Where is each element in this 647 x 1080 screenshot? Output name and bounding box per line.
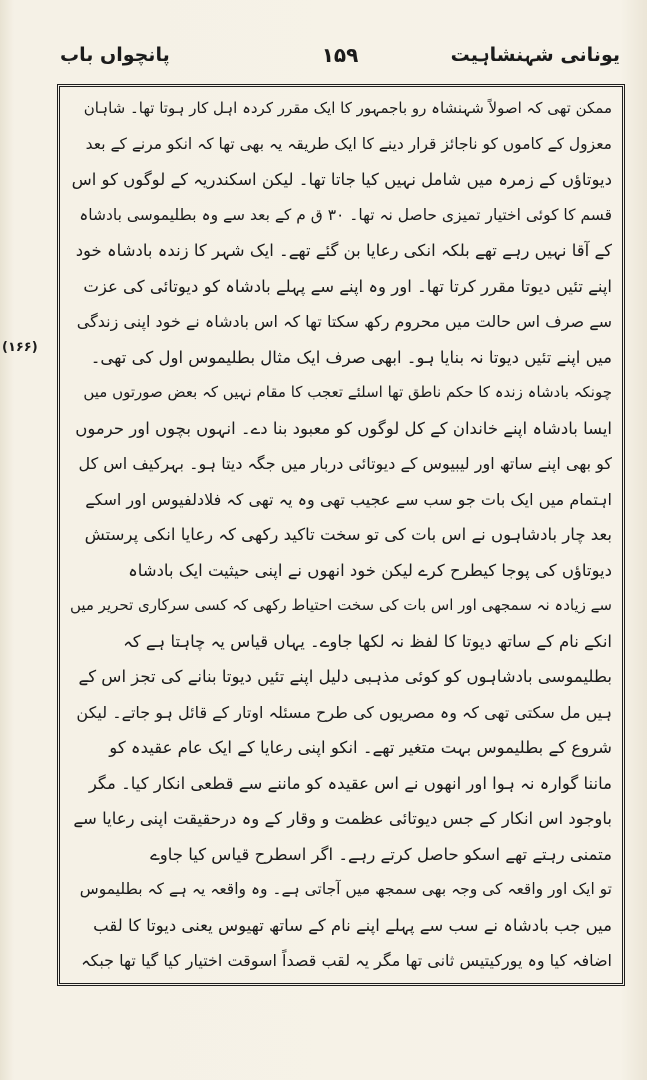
- text-line: اپنے تئیں دیوتا مقرر کرتا تھا۔ اور وہ اپنے سے پہلے بادشاہ کو دیوتائی کی عزت: [83, 276, 612, 296]
- book-title: یونانی شہنشاہیت: [450, 44, 620, 66]
- text-line: شروع کے بطلیموس بہت متغیر تھے۔ انکو اپنی رعایا کے ایک عام عقیدہ کو: [109, 738, 612, 757]
- text-line: تو ایک اور واقعہ کی وجہ بھی سمجھ میں آجاتی ہے۔ وہ واقعہ یہ ہے کہ بطلیموس: [79, 880, 612, 898]
- running-header: [60, 40, 620, 74]
- text-line: باوجود اس انکار کے جس دیوتائی عظمت و وقار کے وہ درحقیقت اپنی رعایا سے: [73, 809, 612, 828]
- text-line: متمنی رہتے تھے اسکو حاصل کرتے رہے۔ اگر اسطرح قیاس کیا جاوے: [150, 844, 612, 864]
- text-line: ایسا بادشاہ اپنے خاندان کے کل لوگوں کو معبود بنا دے۔ انہوں بچوں اور حرموں: [75, 418, 612, 438]
- text-line: چونکہ بادشاہ زندہ کا حکم ناطق تھا اسلئے تعجب کا مقام نہیں کہ بعض صورتوں میں: [83, 383, 612, 401]
- chapter-title: پانچواں باب: [60, 44, 170, 66]
- text-line: معزول کے کاموں کو ناجائز قرار دینے کا ایک طریقہ یہ بھی تھا کہ انکو مرنے کے بعد: [85, 134, 612, 153]
- text-line: میں اپنے تئیں دیوتا نہ بنایا ہو۔ ابھی صرف ایک مثال بطلیموس اول کی تھی۔: [90, 347, 612, 367]
- text-line: سے صرف اس حالت میں محروم رکھ سکتا تھا کہ اس بادشاہ نے خود اپنی زندگی: [76, 312, 612, 331]
- page-number: ۱۵۹: [321, 43, 359, 67]
- text-line: کو بھی اپنے ساتھ اور لیبیوس کے دیوتائی دربار میں جگہ دیتا ہو۔ بہرکیف اس کل: [78, 454, 612, 473]
- text-line: بعد چار بادشاہوں نے اس بات کی تو سخت تاکید رکھی کہ رعایا انکی پرستش: [84, 525, 612, 544]
- text-line: ممکن تھی کہ اصولاً شہنشاہ رو باجمہور کا ایک مقرر کردہ اہل کار ہوتا تھا۔ شاہان: [83, 99, 612, 117]
- text-line: دیوتاؤں کے زمرہ میں شامل نہیں کیا جاتا تھا۔ لیکن اسکندریہ کے لوگوں کو اس: [71, 170, 612, 189]
- text-line: بطلیموسی بادشاہوں کو کوئی مذہبی دلیل اپنے تئیں دیوتا بنانے کی تجز اس کے: [78, 667, 612, 686]
- text-line: اضافہ کیا وہ یورکیتیس ثانی تھا مگر یہ لقب قصداً اسوقت اختیار کیا گیا تھا جبکہ: [81, 951, 612, 970]
- margin-reference: (۱۶۶): [2, 340, 38, 355]
- text-line: ہیں مل سکتی تھی کہ وہ مصریوں کی طرح مسئلہ اوتار کے قائل ہو جاتے۔ لیکن: [76, 702, 612, 722]
- text-line: انکے نام کے ساتھ دیوتا کا لفظ نہ لکھا جاوے۔ یہاں قیاس یہ چاہتا ہے کہ: [123, 631, 612, 651]
- text-line: اہتمام میں ایک بات جو سب سے عجیب تھی وہ یہ تھی کہ فلادلفیوس اور اسکے: [85, 489, 612, 509]
- text-line: سے زیادہ نہ سمجھی اور اس بات کی سخت احتیاط رکھی کہ کسی سرکاری تحریر میں: [70, 596, 612, 614]
- text-line: کے آقا نہیں رہے تھے بلکہ انکی رعایا بن گئے تھے۔ ایک شہر کا زندہ بادشاہ خود: [75, 241, 612, 260]
- text-line: ماننا گوارہ نہ ہوا اور انھوں نے اس عقیدہ کو ماننے سے قطعی انکار کیا۔ مگر: [88, 773, 612, 793]
- text-line: دیوتاؤں کی پوجا کیطرح کرے لیکن خود انھوں نے اپنی حیثیت ایک بادشاہ: [128, 560, 612, 580]
- text-line: قسم کا کوئی اختیار تمیزی حاصل نہ تھا۔ ۳۰ ق م کے بعد سے وہ بطلیموسی بادشاہ: [79, 205, 612, 224]
- text-line: میں جب بادشاہ نے سب سے پہلے اپنے نام کے ساتھ تھیوس یعنی دیوتا کا لقب: [93, 915, 612, 935]
- body-text: [70, 91, 612, 979]
- text-border-frame: [57, 84, 625, 986]
